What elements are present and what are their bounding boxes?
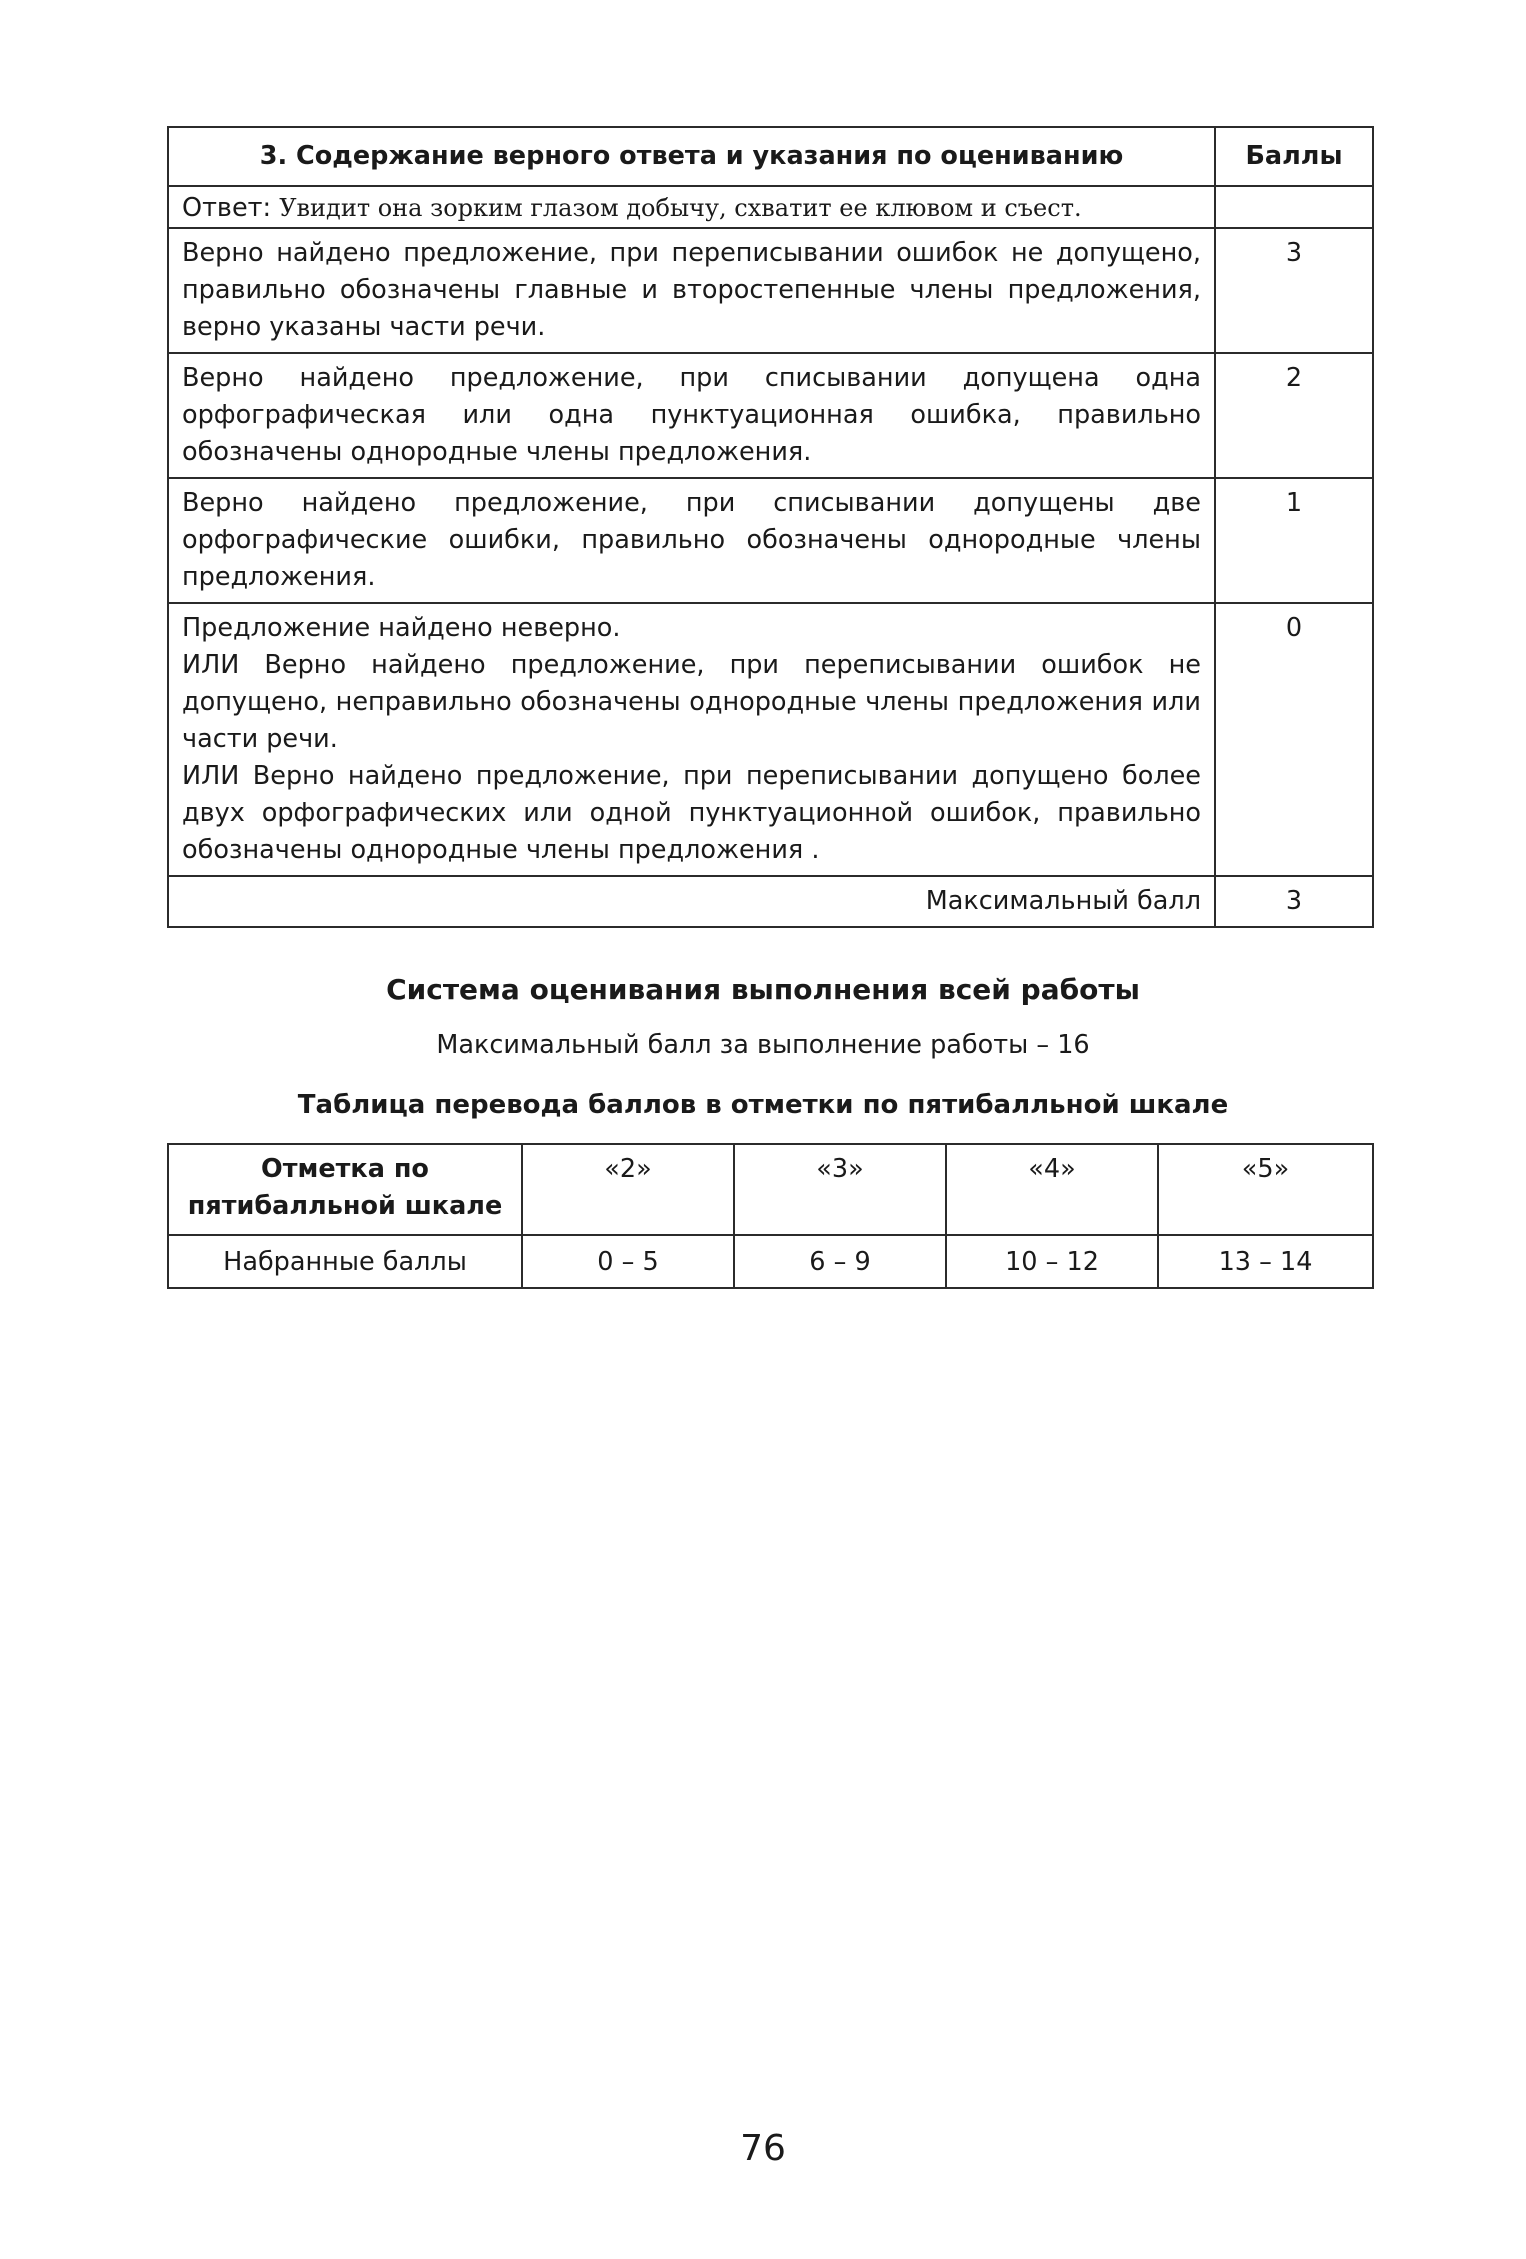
section-subtitle: Максимальный балл за выполнение работы – 16 [436, 1030, 1090, 1060]
score-range-cell: 0 – 5 [522, 1235, 734, 1288]
criteria-row [168, 603, 1373, 876]
grade-cell: «4» [946, 1144, 1158, 1235]
criteria-description [168, 478, 1215, 603]
max-score-points: 3 [1215, 876, 1373, 927]
criteria-text: Верно найдено предложение, при переписывании ошибок не допущено, правильно обозначены главные и второстепенные члены предложения, верно указаны части речи. [182, 238, 1201, 342]
grade-cell: «2» [522, 1144, 734, 1235]
answer-label: Ответ: [182, 193, 272, 223]
score-row-label: Набранные баллы [168, 1235, 522, 1288]
criteria-table [167, 126, 1374, 928]
criteria-text: Предложение найдено неверно. [182, 613, 621, 643]
criteria-points: 0 [1215, 603, 1373, 876]
page-number: 76 [740, 2128, 786, 2169]
criteria-text: ИЛИ Верно найдено предложение, при переписывании ошибок не допущено, неправильно обозначены однородные члены предложения или части речи. [182, 650, 1201, 754]
criteria-header-points: Баллы [1215, 127, 1373, 186]
criteria-row [168, 228, 1373, 353]
max-score-label: Максимальный балл [168, 876, 1215, 927]
criteria-row [168, 353, 1373, 478]
score-range-cell: 6 – 9 [734, 1235, 946, 1288]
criteria-row [168, 478, 1373, 603]
max-score-row [168, 876, 1373, 927]
criteria-points: 1 [1215, 478, 1373, 603]
criteria-text: ИЛИ Верно найдено предложение, при переписывании допущено более двух орфографических или одной пунктуационной ошибок, правильно обозначены однородные члены предложения . [182, 761, 1201, 865]
criteria-points: 3 [1215, 228, 1373, 353]
grade-row-label: Отметка по пятибалльной шкале [168, 1144, 522, 1235]
grade-cell: «3» [734, 1144, 946, 1235]
criteria-header-row [168, 127, 1373, 186]
grade-row [168, 1144, 1373, 1235]
criteria-points: 2 [1215, 353, 1373, 478]
criteria-text: Верно найдено предложение, при списывании допущена одна орфографическая или одна пунктуационная ошибка, правильно обозначены однородные члены предложения. [182, 363, 1201, 467]
answer-row [168, 186, 1373, 228]
score-row [168, 1235, 1373, 1288]
criteria-description [168, 353, 1215, 478]
criteria-text: Верно найдено предложение, при списывании допущены две орфографические ошибки, правильно обозначены однородные члены предложения. [182, 488, 1201, 592]
criteria-description [168, 603, 1215, 876]
section-title: Система оценивания выполнения всей работы [386, 973, 1140, 1006]
answer-cell [168, 186, 1215, 228]
answer-points [1215, 186, 1373, 228]
score-range-cell: 13 – 14 [1158, 1235, 1373, 1288]
grading-scale-table [167, 1143, 1374, 1289]
criteria-header-content: 3. Содержание верного ответа и указания по оцениванию [168, 127, 1215, 186]
scale-table-title: Таблица перевода баллов в отметки по пятибалльной шкале [297, 1090, 1229, 1120]
grade-cell: «5» [1158, 1144, 1373, 1235]
answer-text: Увидит она зорким глазом добычу, схватит ее клювом и съест. [279, 194, 1082, 222]
criteria-description [168, 228, 1215, 353]
score-range-cell: 10 – 12 [946, 1235, 1158, 1288]
